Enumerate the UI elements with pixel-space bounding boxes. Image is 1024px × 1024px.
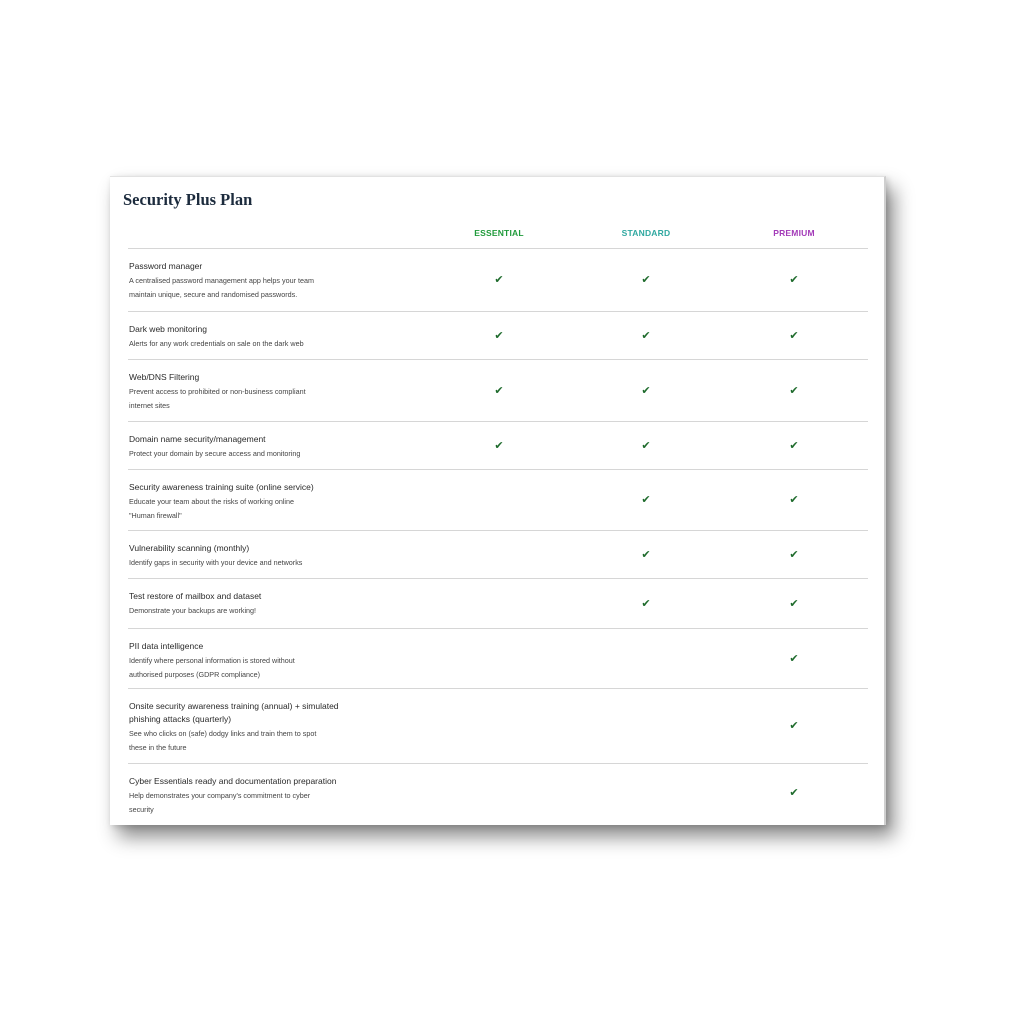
feature-description-line: See who clicks on (safe) dodgy links and train them to spot (129, 729, 317, 738)
feature-description-line: authorised purposes (GDPR compliance) (129, 669, 261, 679)
feature-table (128, 248, 868, 822)
feature-row (128, 689, 868, 764)
feature-description-line: Educate your team about the risks of working online (129, 497, 295, 506)
feature-description (129, 556, 361, 570)
feature-description (129, 274, 361, 301)
feature-description (129, 727, 361, 754)
feature-info (129, 433, 361, 461)
check-icon-standard: ✔ (641, 274, 651, 286)
feature-title: Domain name security/management (129, 434, 266, 444)
feature-description (129, 447, 361, 461)
feature-row (128, 531, 868, 579)
feature-description-line: Alerts for any work credentials on sale on the dark web (129, 339, 304, 348)
feature-info (129, 371, 361, 412)
feature-description-line: internet sites (129, 400, 170, 410)
feature-row (128, 579, 868, 629)
check-icon-essential: ✔ (494, 439, 504, 452)
feature-info (129, 481, 361, 522)
feature-row (128, 422, 868, 470)
check-icon-standard: ✔ (641, 384, 651, 397)
check-icon-premium: ✔ (789, 548, 799, 561)
feature-title: Test restore of mailbox and dataset (129, 591, 262, 601)
feature-description-line: Protect your domain by secure access and monitoring (129, 449, 301, 458)
feature-description-line: Help demonstrates your company's commitment to cyber (129, 791, 311, 800)
feature-row (128, 629, 868, 689)
feature-info (129, 323, 361, 351)
check-icon-essential: ✔ (494, 329, 504, 342)
feature-title: Security awareness training suite (online service) (129, 482, 314, 492)
feature-description (129, 789, 361, 816)
check-icon-essential: ✔ (494, 274, 504, 286)
check-icon-premium: ✔ (789, 652, 799, 665)
feature-info (129, 260, 361, 301)
feature-row (128, 764, 868, 822)
check-icon-standard: ✔ (641, 329, 651, 342)
feature-description-line: these in the future (129, 742, 187, 752)
check-icon-essential: ✔ (494, 384, 504, 397)
check-icon-premium: ✔ (789, 597, 799, 610)
feature-row (128, 360, 868, 422)
feature-description-line: "Human firewall" (129, 510, 182, 520)
feature-info (129, 775, 361, 816)
feature-description-line: Identify where personal information is stored without (129, 656, 295, 665)
plan-title: Security Plus Plan (123, 190, 253, 209)
tier-header-standard: STANDARD (621, 228, 671, 238)
check-icon-standard: ✔ (641, 548, 651, 561)
feature-description-line: security (129, 804, 154, 814)
feature-description-line: Demonstrate your backups are working! (129, 606, 257, 615)
check-icon-standard: ✔ (641, 439, 651, 452)
feature-title: Dark web monitoring (129, 324, 207, 334)
check-icon-premium: ✔ (789, 274, 799, 286)
check-icon-premium: ✔ (789, 494, 799, 506)
feature-title: Onsite security awareness training (annual) + simulated phishing attacks (quarterly) (129, 701, 339, 724)
feature-row (128, 249, 868, 312)
feature-row (128, 470, 868, 531)
feature-info (129, 542, 361, 570)
feature-info (129, 590, 361, 618)
feature-title: Password manager (129, 261, 203, 271)
check-icon-premium: ✔ (789, 384, 799, 397)
check-icon-premium: ✔ (789, 439, 799, 452)
feature-title: Web/DNS Filtering (129, 372, 200, 382)
feature-description (129, 337, 361, 351)
check-icon-premium: ✔ (789, 329, 799, 342)
check-icon-premium: ✔ (789, 720, 799, 732)
check-icon-standard: ✔ (641, 597, 651, 610)
feature-description (129, 654, 361, 681)
check-icon-standard: ✔ (641, 494, 651, 506)
feature-row (128, 312, 868, 360)
tier-header-premium: PREMIUM (773, 228, 815, 238)
feature-description-line: maintain unique, secure and randomised passwords. (129, 289, 298, 299)
check-icon-premium: ✔ (789, 787, 799, 799)
feature-description-line: Identify gaps in security with your device and networks (129, 558, 303, 567)
feature-title: Vulnerability scanning (monthly) (129, 543, 250, 553)
plan-card (110, 176, 886, 825)
feature-info (129, 640, 361, 681)
feature-description-line: A centralised password management app helps your team (129, 276, 314, 285)
feature-title: PII data intelligence (129, 641, 204, 651)
feature-description (129, 495, 361, 522)
feature-info (129, 700, 361, 754)
feature-description (129, 604, 361, 618)
tier-header-essential: ESSENTIAL (474, 228, 524, 238)
feature-description (129, 385, 361, 412)
feature-title: Cyber Essentials ready and documentation preparation (129, 776, 337, 786)
feature-description-line: Prevent access to prohibited or non-business compliant (129, 387, 306, 396)
